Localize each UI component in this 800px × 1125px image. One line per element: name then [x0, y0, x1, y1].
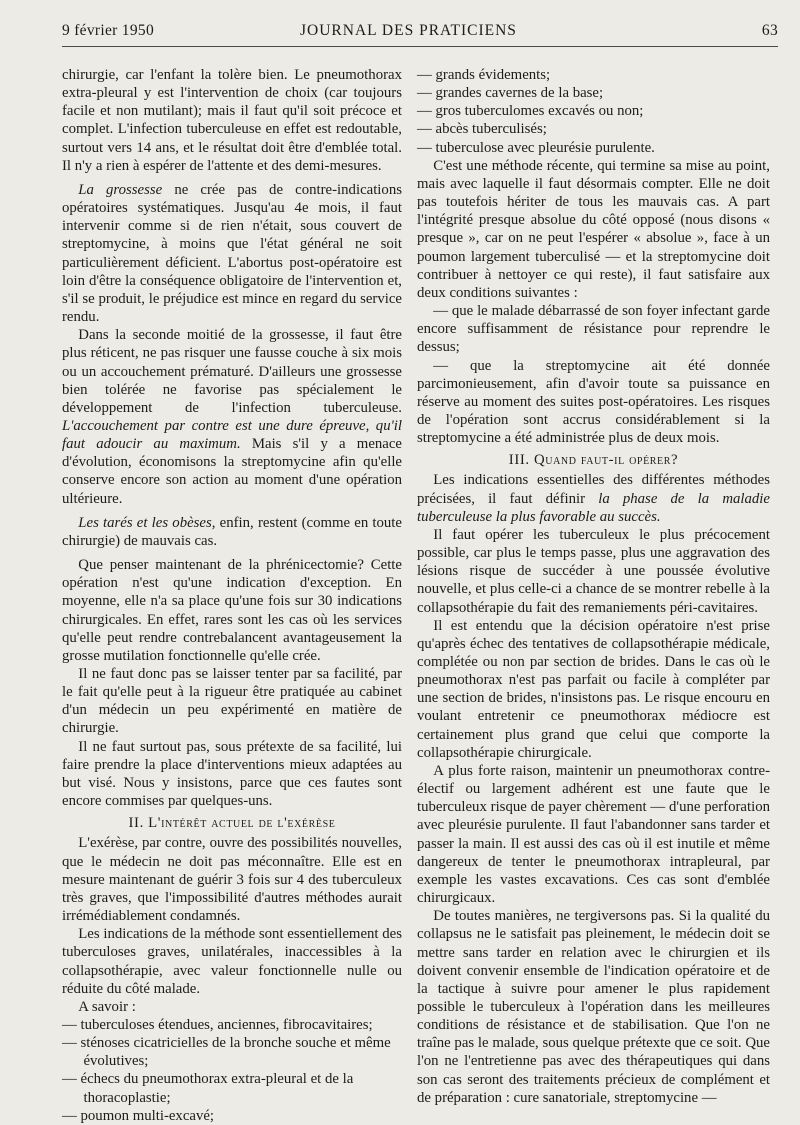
- list-item: — gros tuberculomes excavés ou non;: [417, 103, 644, 120]
- list-item: — grandes cavernes de la base;: [417, 85, 604, 102]
- emphasis: la phase de la maladie tuberculeuse la plus favorable au succès.: [417, 490, 770, 525]
- paragraph: De toutes manières, ne tergiversons pas. Si la qualité du collapsus ne le satisfait pas pleinement, le médecin doit se mettre sans tarder en relation avec le chirurgien et ils doivent convenir ensemble de l'indication opératoire et de la tactique à suivre pour amener le plus rapidement possible le tuberculeux à l'opération dans les meilleures conditions de résistance et de stabilisation. Que l'on ne traîne pas le malade, sous quelque prétexte que ce soit. Que l'on ne l'entretienne pas avec des thérapeutiques qui dans son cas seront des traitements précieux de complément et de préparation : cure sanatoriale, streptomycine —: [417, 908, 770, 1106]
- paragraph: Il faut opérer les tuberculeux le plus précocement possible, car plus le temps passe, plus une aggravation des lésions risque de succéder à une poussée évolutive nouvelle, et plus celle-ci a chance de se montrer rebelle à la collapsothérapie du fait des remaniements péri-cavitaires.: [417, 526, 770, 616]
- list-item: — grands évidements;: [417, 67, 551, 83]
- list-item: — poumon multi-excavé;: [62, 1107, 215, 1124]
- paragraph: chirurgie, car l'enfant la tolère bien. Le pneumothorax extra-pleural y est l'intervention de choix (car toujours facile et non mutilant); mais il faut qu'il soit précoce et complet. L'infection tuberculeuse en effet est redoutable, surtout vers 14 ans, et le résultat doit être d'emblée total. Il n'y a rien à espérer de l'attente et des demi-mesures.: [62, 67, 402, 174]
- issue-date: 9 février 1950: [62, 22, 155, 39]
- journal-title: JOURNAL DES PRATICIENS: [300, 22, 517, 39]
- emphasis: La grossesse: [78, 181, 163, 198]
- paragraph: La grossesse ne crée pas de contre-indications opératoires systématiques. Jusqu'au 4e mois, il faut intervenir comme si de rien n'était, sous couvert de streptomycine, à moins que l'état général ne soit particulièrement déficient. L'abortus post-opératoire est loin d'être la conséquence obligatoire de l'intervention et, s'il se produit, le préjudice est mince en regard du service rendu.: [62, 181, 402, 326]
- paragraph: Dans la seconde moitié de la grossesse, il faut être plus réticent, ne pas risquer une fausse couche à six mois ou un accouchement prématuré. D'ailleurs une grossesse bien tolérée ne favorise pas spécialement le développement de l'infection tuberculeuse. L'accouchement par contre est une dure épreuve, qu'il faut adoucir au maximum. Mais s'il y a menace d'évolution, économisons la streptomycine afin qu'elle conserve encore son action au moment d'une opération ultérieure.: [62, 327, 402, 507]
- paragraph: Il ne faut donc pas se laisser tenter par sa facilité, par le fait qu'elle peut à la rigueur être pratiquée au cabinet d'un médecin un peu expérimenté en matière de chirurgie.: [62, 666, 402, 737]
- paragraph: C'est une méthode récente, qui termine sa mise au point, mais avec laquelle il faut désormais compter. Elle ne doit pas toutefois hériter de tous les mauvais cas. A part l'intégrité presque absolue du côté opposé (nous disons « presque », car on ne peut l'espérer « absolue », face à un poumon largement tuberculisé — et la streptomycine doit contribuer à nettoyer ce qui reste), il faut satisfaire aux deux conditions suivantes :: [417, 157, 770, 301]
- header-rule: [62, 46, 778, 47]
- paragraph: Les indications de la méthode sont essentiellement des tuberculoses graves, unilatérales, inaccessibles à la collapsothérapie, avec valeur fonctionnelle nulle ou réduite du côté malade.: [62, 926, 402, 997]
- paragraph: A savoir :: [78, 998, 136, 1015]
- section-heading: III. Quand faut-il opérer?: [508, 452, 679, 469]
- emphasis: L'accouchement par contre est une dure épreuve, qu'il faut adoucir au maximum.: [62, 417, 402, 453]
- page-number: 63: [761, 22, 778, 39]
- list-item: — tuberculose avec pleurésie purulente.: [417, 139, 655, 156]
- list-item: — sténoses cicatricielles de la bronche souche et même évolutives;: [62, 1035, 391, 1070]
- right-column: [417, 66, 770, 1107]
- list-item: — échecs du pneumothorax extra-pleural et de la thoracoplastie;: [62, 1071, 354, 1106]
- list-item: — tuberculoses étendues, anciennes, fibrocavitaires;: [62, 1016, 373, 1033]
- list-item: — abcès tuberculisés;: [417, 121, 547, 138]
- paragraph: — que le malade débarrassé de son foyer infectant garde encore suffisamment de résistance pour reprendre le dessus;: [417, 303, 770, 356]
- left-column: [62, 66, 402, 1125]
- paragraph: Les tarés et les obèses, enfin, restent (comme en toute chirurgie) de mauvais cas.: [62, 514, 402, 549]
- paragraph: — que la streptomycine ait été donnée parcimonieusement, afin d'avoir toute sa puissance en réserve au moment des suites post-opératoires. Les risques de l'opération sont accrus considérablement si la streptomycine a été administrée plus de deux mois.: [417, 357, 770, 447]
- paragraph: Que penser maintenant de la phrénicectomie? Cette opération n'est qu'une indication d'exception. En moyenne, elle n'a sa place qu'une fois sur 30 indications chirurgicales. En effet, rares sont les cas où les services qu'elle peut rendre contrebalancent avantageusement la grosse mutilation fonctionnelle qu'elle crée.: [62, 557, 402, 664]
- paragraph: A plus forte raison, maintenir un pneumothorax contre-électif ou largement adhérent est une faute que le tuberculeux risque de payer chèrement — d'une perforation avec pleurésie purulente. Il faut l'abandonner sans tarder et passer la main. Il est aussi des cas où il est inutile et même dangereux de tenter le pneumothorax intrapleural, par exemple les vastes excavations. Ces cas sont d'emblée chirurgicaux.: [417, 762, 770, 907]
- paragraph: Les indications essentielles des différentes méthodes précisées, il faut définir la phase de la maladie tuberculeuse la plus favorable au succès.: [417, 472, 770, 525]
- paragraph: Il est entendu que la décision opératoire n'est prise qu'après échec des tentatives de collapsothérapie médicale, complétée ou non par section de brides. Dans le cas où le pneumothorax n'est pas parfait ou facile à compléter par une section de brides, n'insistons pas. Le risque encouru en voulant entretenir ce pneumothorax médiocre est certainement plus grand que celui que comporte la collapsothérapie chirurgicale.: [417, 617, 770, 761]
- section-heading: II. L'intérêt actuel de l'exérèse: [128, 815, 336, 832]
- paragraph: L'exérèse, par contre, ouvre des possibilités nouvelles, que le médecin ne doit pas méconnaître. Elle est en mesure maintenant de guérir 3 fois sur 4 des tuberculeux très graves, que l'impossibilité d'autres méthodes aurait irrémédiablement condamnés.: [62, 835, 402, 925]
- paragraph: Il ne faut surtout pas, sous prétexte de sa facilité, lui faire prendre la place d'interventions mieux adaptées au but visé. Nous y insistons, parce que ces fautes sont encore commises par quelques-uns.: [62, 738, 402, 810]
- running-header: [62, 22, 780, 44]
- emphasis: Les tarés et les obèses,: [78, 514, 216, 531]
